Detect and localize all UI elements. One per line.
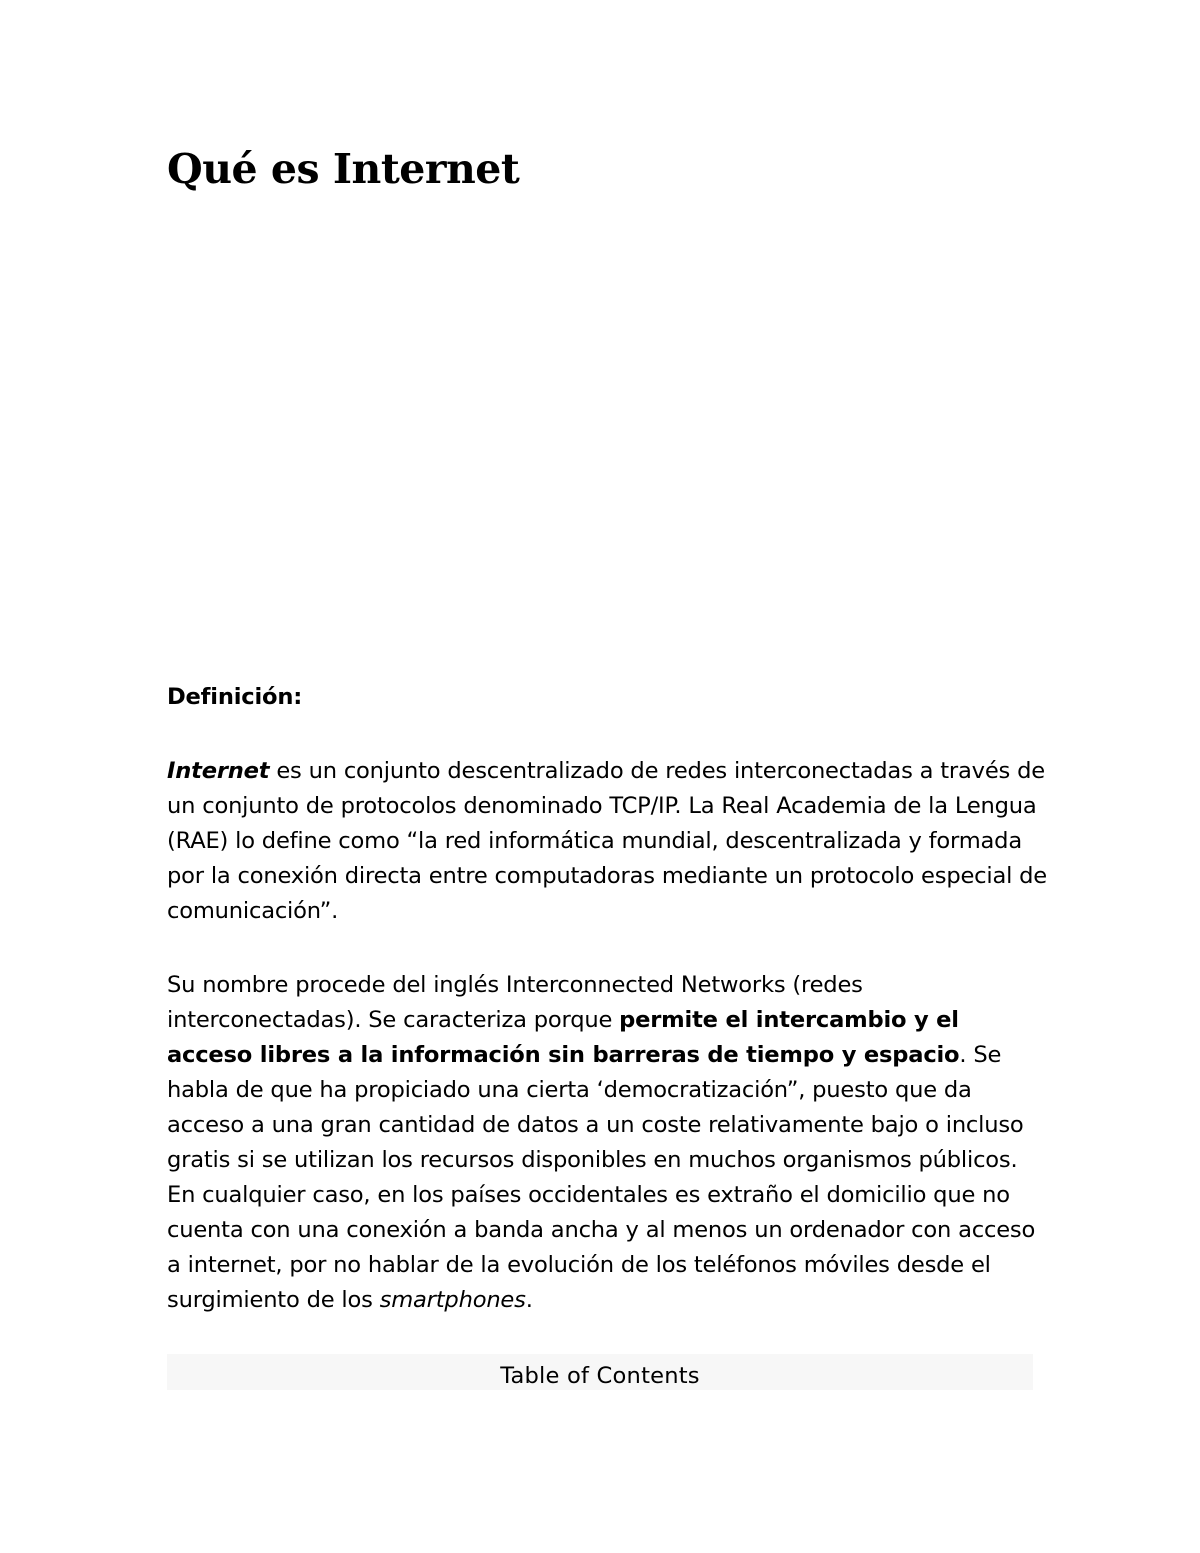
definition-paragraph-text: es un conjunto descentralizado de redes interconectadas a través de un conjunto de protocolos denominado TCP/IP. La Real Academia de la Lengua (RAE) lo define como “la red informática mundial, descentralizada y formada por la conexión directa entre computadoras mediante un protocolo especial de comunicación”. xyxy=(167,758,1048,924)
table-of-contents[interactable] xyxy=(167,1354,1033,1390)
smartphones-term: smartphones xyxy=(379,1287,526,1313)
internet-term: Internet xyxy=(167,758,270,784)
page-title: Qué es Internet xyxy=(167,145,520,193)
paragraph-text-middle: . Se habla de que ha propiciado una cierta ‘democratización”, puesto que da acceso a una gran cantidad de datos a un coste relativamente bajo o incluso gratis si se utilizan los recursos disponibles en muchos organismos públicos. En cualquier caso, en los países occidentales es extraño el domicilio que no cuenta con una conexión a banda ancha y al menos un ordenador con acceso a internet, por no hablar de la evolución de los teléfonos móviles desde el surgimiento de los xyxy=(167,1042,1036,1313)
definition-paragraph xyxy=(167,754,1047,929)
paragraph-text-start: Su nombre procede del inglés Interconnected Networks (redes interconectadas). Se caracteriza porque xyxy=(167,972,863,1033)
name-origin-paragraph xyxy=(167,968,1047,1318)
definition-heading: Definición: xyxy=(167,684,303,710)
paragraph-text-end: . xyxy=(525,1287,533,1313)
toc-title[interactable]: Table of Contents xyxy=(500,1363,700,1389)
paragraph-bold-text: permite el intercambio y el acceso libres a la información sin barreras de tiempo y espacio xyxy=(167,1007,960,1068)
